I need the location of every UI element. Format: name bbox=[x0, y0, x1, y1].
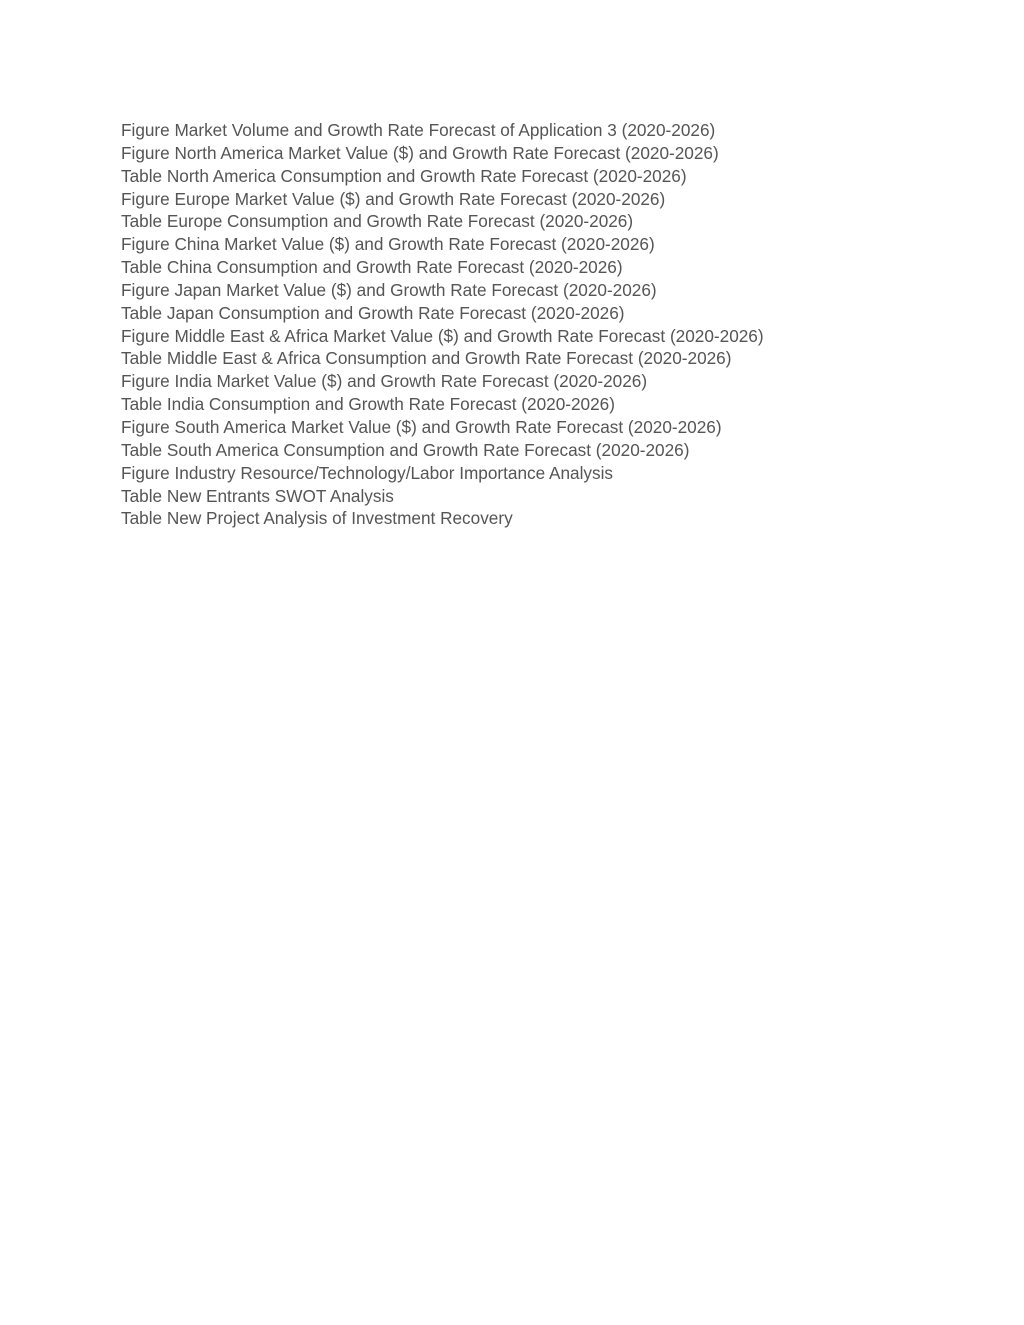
list-item: Figure South America Market Value ($) and Growth Rate Forecast (2020-2026) bbox=[121, 416, 722, 437]
list-item: Table North America Consumption and Growth Rate Forecast (2020-2026) bbox=[121, 165, 687, 186]
list-item: Figure Japan Market Value ($) and Growth Rate Forecast (2020-2026) bbox=[121, 279, 657, 300]
list-item: Table China Consumption and Growth Rate Forecast (2020-2026) bbox=[121, 257, 623, 278]
list-item: Table New Entrants SWOT Analysis bbox=[121, 485, 394, 506]
list-item: Figure Europe Market Value ($) and Growth Rate Forecast (2020-2026) bbox=[121, 188, 666, 209]
list-item: Table Japan Consumption and Growth Rate Forecast (2020-2026) bbox=[121, 302, 625, 323]
figure-table-list bbox=[121, 119, 1001, 530]
list-item: Figure China Market Value ($) and Growth Rate Forecast (2020-2026) bbox=[121, 234, 655, 255]
list-item: Table Europe Consumption and Growth Rate Forecast (2020-2026) bbox=[121, 211, 634, 232]
list-item: Figure North America Market Value ($) and Growth Rate Forecast (2020-2026) bbox=[121, 142, 719, 163]
list-item: Table India Consumption and Growth Rate Forecast (2020-2026) bbox=[121, 394, 615, 415]
list-item: Figure Industry Resource/Technology/Labor Importance Analysis bbox=[121, 462, 614, 483]
list-item: Figure Market Volume and Growth Rate Forecast of Application 3 (2020-2026) bbox=[121, 120, 716, 140]
list-item: Figure India Market Value ($) and Growth Rate Forecast (2020-2026) bbox=[121, 371, 648, 392]
list-item: Table Middle East & Africa Consumption and Growth Rate Forecast (2020-2026) bbox=[121, 348, 732, 369]
list-item: Figure Middle East & Africa Market Value ($) and Growth Rate Forecast (2020-2026) bbox=[121, 325, 764, 346]
list-item: Table New Project Analysis of Investment Recovery bbox=[121, 508, 513, 529]
list-item: Table South America Consumption and Growth Rate Forecast (2020-2026) bbox=[121, 439, 690, 460]
